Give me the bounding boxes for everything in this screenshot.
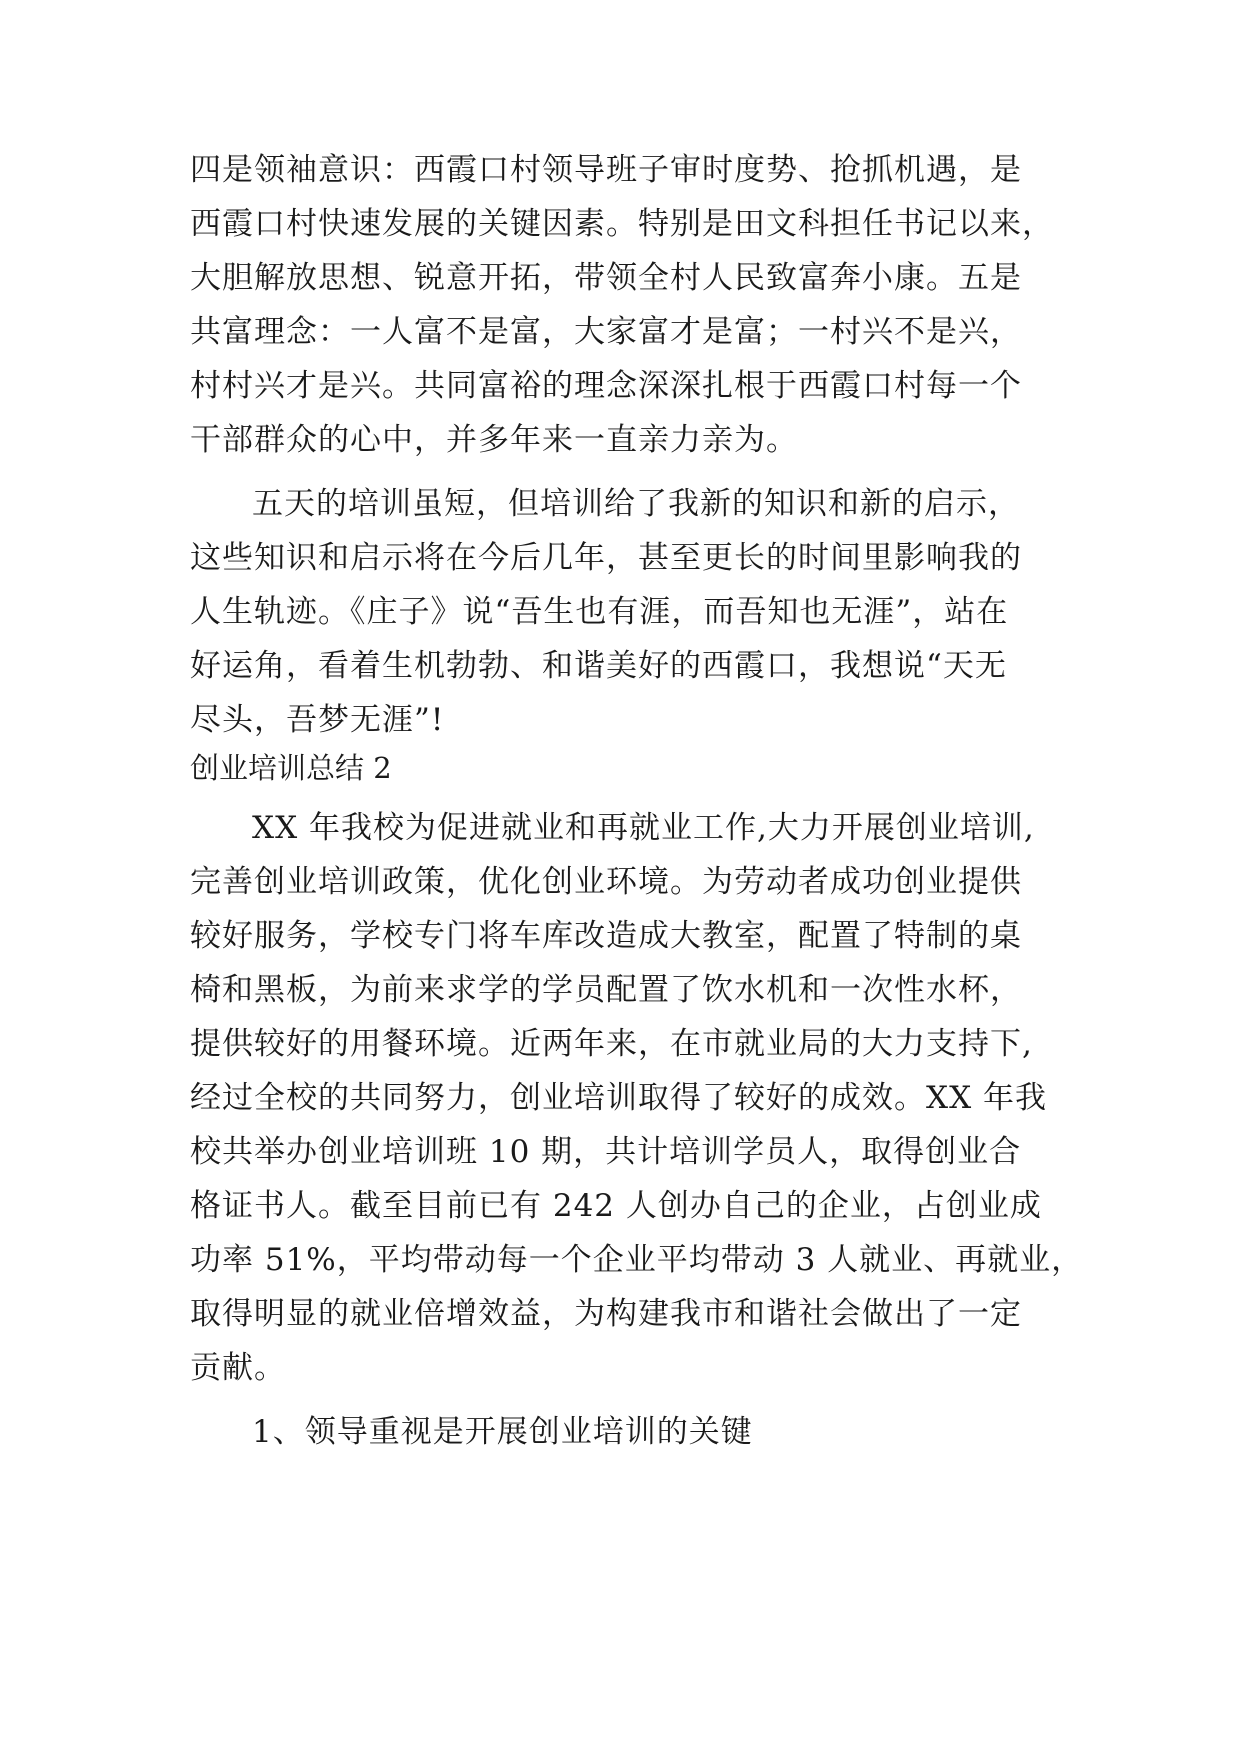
paragraph-2-line: 五天的培训虽短，但培训给了我新的知识和新的启示，	[252, 486, 1020, 522]
paragraph-2-line: 人生轨迹。《庄子》说“吾生也有涯，而吾知也无涯”，站在	[190, 594, 1009, 630]
paragraph-1-line: 村村兴才是兴。共同富裕的理念深深扎根于西霞口村每一个	[190, 368, 1022, 404]
paragraph-2-line: 尽头，吾梦无涯”!	[190, 702, 445, 738]
paragraph-2-line: 好运角，看着生机勃勃、和谐美好的西霞口，我想说“天无	[190, 648, 1007, 684]
paragraph-3-line: 较好服务，学校专门将车库改造成大教室，配置了特制的桌	[190, 918, 1022, 954]
paragraph-3-line: 校共举办创业培训班 10 期，共计培训学员人，取得创业合	[190, 1134, 1022, 1170]
paragraph-3-line: 功率 51%，平均带动每一个企业平均带动 3 人就业、再就业，	[190, 1242, 1084, 1278]
paragraph-3-line: XX 年我校为促进就业和再就业工作,大力开展创业培训,	[252, 810, 1035, 846]
paragraph-3-line: 椅和黑板，为前来求学的学员配置了饮水机和一次性水杯，	[190, 972, 1022, 1008]
paragraph-3-line: 贡献。	[190, 1350, 286, 1386]
paragraph-1-line: 干部群众的心中，并多年来一直亲力亲为。	[190, 422, 798, 458]
paragraph-1-line: 四是领袖意识：西霞口村领导班子审时度势、抢抓机遇，是	[190, 152, 1022, 188]
paragraph-2-line: 这些知识和启示将在今后几年，甚至更长的时间里影响我的	[190, 540, 1022, 576]
paragraph-3-line: 完善创业培训政策，优化创业环境。为劳动者成功创业提供	[190, 864, 1022, 900]
paragraph-3-line: 格证书人。截至目前已有 242 人创办自己的企业，占创业成	[190, 1188, 1042, 1224]
paragraph-1-line: 西霞口村快速发展的关键因素。特别是田文科担任书记以来，	[190, 206, 1054, 242]
paragraph-3-line: 经过全校的共同努力，创业培训取得了较好的成效。XX 年我	[190, 1080, 1047, 1116]
paragraph-1-line: 共富理念：一人富不是富，大家富才是富；一村兴不是兴，	[190, 314, 1022, 350]
section-title: 创业培训总结 2	[190, 751, 392, 785]
paragraph-3-line: 提供较好的用餐环境。近两年来，在市就业局的大力支持下,	[190, 1026, 1033, 1062]
paragraph-1-line: 大胆解放思想、锐意开拓，带领全村人民致富奔小康。五是	[190, 260, 1022, 296]
subheading: 1、领导重视是开展创业培训的关键	[252, 1414, 753, 1450]
paragraph-3-line: 取得明显的就业倍增效益，为构建我市和谐社会做出了一定	[190, 1296, 1022, 1332]
